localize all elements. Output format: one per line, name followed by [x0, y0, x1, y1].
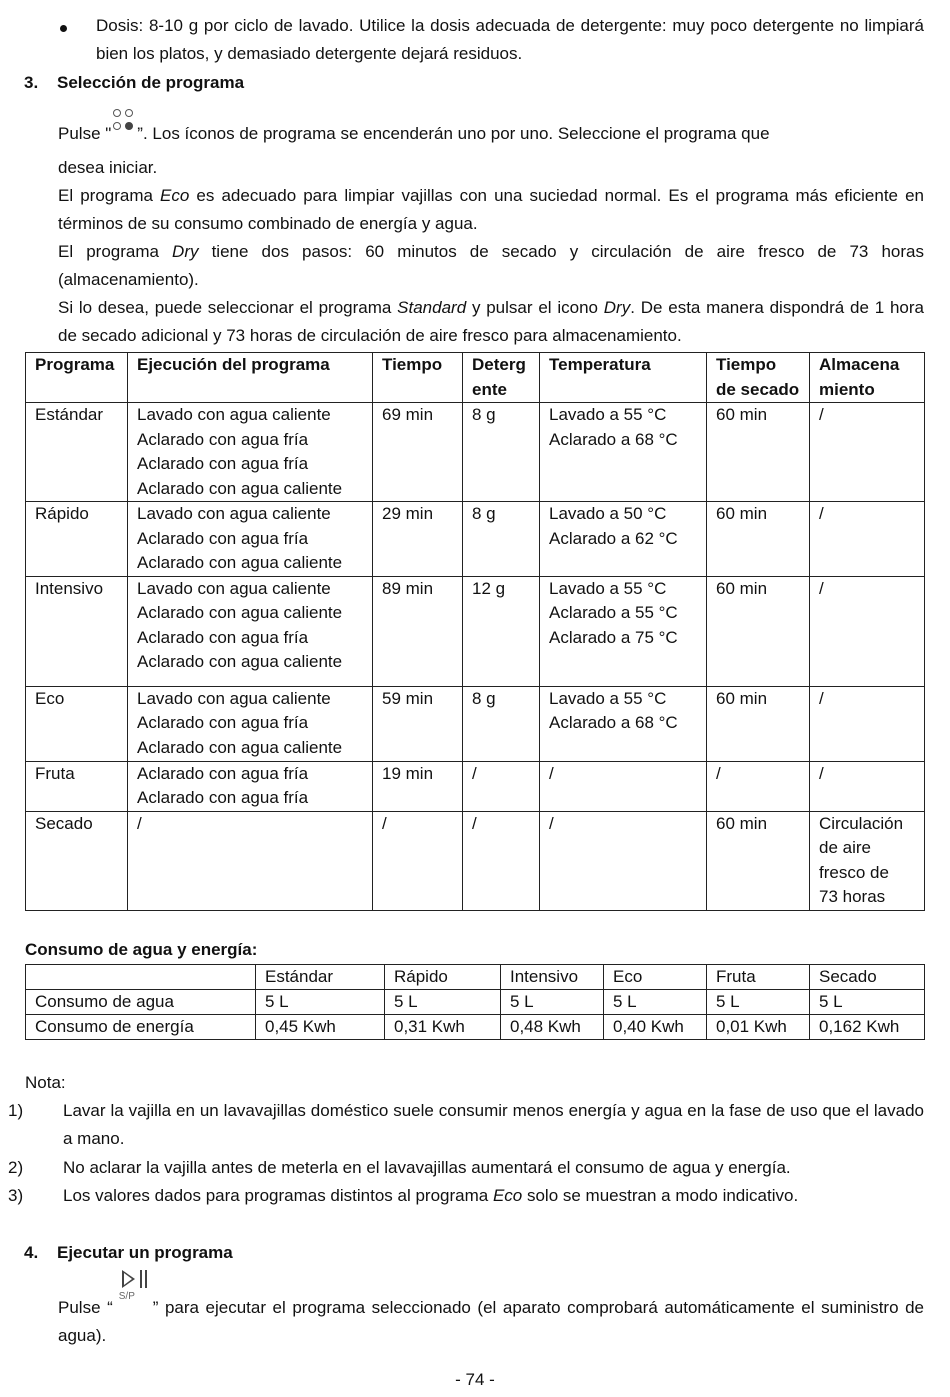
consumption-value: 0,45 Kwh [256, 1015, 385, 1040]
cell-line: Aclarado a 68 °C [549, 429, 678, 449]
cell-line: Aclarado con agua caliente [137, 652, 343, 671]
pulse-text-start: Pulse " [58, 124, 112, 143]
cell-line: / [819, 688, 824, 708]
program-cell-steps [128, 403, 373, 502]
program-table-header [26, 353, 925, 403]
consumption-header-cell: Fruta [707, 965, 810, 990]
cell-line: 73 horas [819, 887, 886, 906]
program-cell-storage [810, 686, 925, 761]
program-cell-time: 59 min [373, 686, 463, 761]
standard-description [58, 294, 924, 350]
cell-line: Aclarado con agua caliente [137, 603, 343, 622]
program-cell-program: Eco [26, 686, 128, 761]
note-2-number: 2) [8, 1158, 24, 1177]
std-text-1: Si lo desea, puede seleccionar el programa [58, 298, 398, 317]
cell-line: / [819, 578, 824, 598]
program-select-icon [111, 121, 137, 141]
cell-line: Lavado con agua caliente [137, 578, 331, 598]
cell-line: Aclarado a 75 °C [549, 627, 678, 647]
consumption-value: 5 L [810, 990, 925, 1015]
notes-title: Nota: [25, 1073, 66, 1092]
pulse-text-end: ”. Los íconos de programa se encenderán uno por uno. Seleccione el programa que [137, 124, 770, 143]
program-cell-detergent: 8 g [463, 502, 540, 577]
consumption-table [25, 964, 925, 1040]
cell-line: Aclarado a 55 °C [549, 603, 678, 622]
program-cell-drying-time: 60 min [707, 576, 810, 686]
program-row [26, 686, 925, 761]
eco-description [58, 182, 924, 238]
cell-line: / [819, 405, 824, 424]
cell-line: / [819, 763, 824, 783]
program-cell-detergent: / [463, 811, 540, 910]
cell-line: de aire [819, 838, 871, 857]
program-row [26, 403, 925, 502]
consumption-header-row [26, 965, 925, 990]
program-row [26, 761, 925, 811]
program-row [26, 502, 925, 577]
consumption-title: Consumo de agua y energía: [25, 940, 258, 959]
program-cell-steps [128, 576, 373, 686]
run-pulse-text-end: ” para ejecutar el programa seleccionado (el aparato comprobará automáticamente el suministro de agua). [58, 1298, 924, 1345]
bullet-dot-icon [60, 25, 67, 32]
program-cell-steps [128, 502, 373, 577]
program-cell-storage [810, 502, 925, 577]
section3-heading [24, 69, 245, 97]
program-cell-time: 19 min [373, 761, 463, 811]
select-program-continuation: desea iniciar. [58, 158, 158, 177]
program-cell-temperature [540, 811, 707, 910]
consumption-value: 5 L [707, 990, 810, 1015]
cell-line: Aclarado con agua fría [137, 788, 309, 807]
consumption-value: 0,162 Kwh [810, 1015, 925, 1040]
cell-line: Lavado a 55 °C [549, 405, 667, 424]
cell-line: fresco de [819, 862, 889, 882]
program-cell-program: Rápido [26, 502, 128, 577]
program-cell-time: 29 min [373, 502, 463, 577]
program-cell-time: 89 min [373, 576, 463, 686]
consumption-row-label: Consumo de energía [26, 1015, 256, 1040]
program-cell-program: Secado [26, 811, 128, 910]
cell-line: Aclarado con agua caliente [137, 737, 343, 757]
program-cell-detergent: 8 g [463, 686, 540, 761]
note-2-text: No aclarar la vajilla antes de meterla en el lavavajillas aumentará el consumo de agua y energía. [63, 1158, 791, 1177]
consumption-header-cell: Secado [810, 965, 925, 990]
cell-line: Lavado a 55 °C [549, 578, 667, 598]
program-cell-temperature [540, 576, 707, 686]
program-cell-program: Intensivo [26, 576, 128, 686]
cell-line: Circulación [819, 813, 904, 833]
run-program-instruction [58, 1291, 924, 1350]
cell-line: Aclarado con agua fría [137, 429, 309, 449]
cell-line: Aclarado con agua fría [137, 528, 309, 548]
program-cell-time: 69 min [373, 403, 463, 502]
section4-number: 4. [24, 1243, 39, 1262]
program-cell-program: Estándar [26, 403, 128, 502]
header-ejecucion: Ejecución del programa [128, 353, 373, 403]
start-pause-label: S/P [118, 1291, 135, 1302]
program-cell-drying-time: 60 min [707, 811, 810, 910]
cell-line: Lavado a 55 °C [549, 688, 667, 708]
note-1-number: 1) [8, 1101, 24, 1120]
eco-program-name: Eco [160, 186, 190, 205]
program-cell-drying-time: 60 min [707, 502, 810, 577]
cell-line: / [549, 813, 554, 833]
cell-line: Aclarado con agua fría [137, 454, 309, 473]
note-3-text-2: solo se muestran a modo indicativo. [522, 1186, 799, 1205]
consumption-value: 0,31 Kwh [385, 1015, 501, 1040]
program-cell-detergent: / [463, 761, 540, 811]
dry-icon-name: Dry [603, 298, 631, 317]
dry-description [58, 238, 924, 294]
select-program-instruction [58, 120, 924, 148]
program-cell-temperature [540, 686, 707, 761]
std-text-2: y pulsar el icono [466, 298, 604, 317]
page-number: - 74 - [455, 1370, 495, 1389]
header-detergente: Deterg ente [463, 353, 540, 403]
program-cell-temperature [540, 761, 707, 811]
cell-line: Aclarado con agua caliente [137, 478, 343, 498]
cell-line: Aclarado con agua fría [137, 763, 309, 783]
program-table [25, 352, 925, 911]
program-cell-storage [810, 761, 925, 811]
consumption-header-cell: Rápido [385, 965, 501, 990]
header-tiempo-secado: Tiempo de secado [707, 353, 810, 403]
program-cell-steps [128, 686, 373, 761]
consumption-header-cell: Intensivo [501, 965, 604, 990]
consumption-value: 5 L [256, 990, 385, 1015]
program-cell-time: / [373, 811, 463, 910]
eco-text-1: El programa [58, 186, 161, 205]
section3-number: 3. [24, 73, 39, 92]
consumption-value: 5 L [385, 990, 501, 1015]
run-pulse-text-start: Pulse “ [58, 1298, 113, 1317]
section4-heading [24, 1239, 233, 1267]
header-tiempo: Tiempo [373, 353, 463, 403]
program-cell-drying-time: 60 min [707, 686, 810, 761]
consumption-value: 0,01 Kwh [707, 1015, 810, 1040]
cell-line: Aclarado a 62 °C [549, 528, 678, 548]
program-cell-steps [128, 811, 373, 910]
note-1-text: Lavar la vajilla en un lavavajillas doméstico suele consumir menos energía y agua en la fase de uso que el lavado a mano. [63, 1101, 924, 1148]
program-row [26, 576, 925, 686]
program-cell-temperature [540, 403, 707, 502]
program-cell-detergent: 8 g [463, 403, 540, 502]
program-cell-temperature [540, 502, 707, 577]
program-cell-storage [810, 576, 925, 686]
note-3-text-1: Los valores dados para programas distintos al programa [63, 1186, 493, 1205]
dry-program-name: Dry [172, 242, 199, 261]
cell-line: Aclarado con agua fría [137, 627, 309, 647]
consumption-row [26, 990, 925, 1015]
cell-line: Lavado con agua caliente [137, 688, 331, 708]
consumption-value: 5 L [604, 990, 707, 1015]
dry-text-2: tiene dos pasos: 60 minutos de secado y circulación de aire fresco de 73 horas (almacenamiento). [58, 242, 924, 289]
program-cell-detergent: 12 g [463, 576, 540, 686]
consumption-value: 0,48 Kwh [501, 1015, 604, 1040]
program-cell-program: Fruta [26, 761, 128, 811]
note-3-number: 3) [8, 1186, 24, 1205]
header-programa: Programa [26, 353, 128, 403]
cell-line: Lavado con agua caliente [137, 504, 331, 523]
program-cell-storage [810, 811, 925, 910]
consumption-header-cell: Eco [604, 965, 707, 990]
header-almacenamiento: Almacena miento [810, 353, 925, 403]
cell-line: Lavado con agua caliente [137, 405, 331, 424]
consumption-row [26, 1015, 925, 1040]
eco-text-2: es adecuado para limpiar vajillas con una suciedad normal. Es el programa más eficiente en términos de su consumo combinado de energía y agua. [58, 186, 924, 233]
cell-line: / [137, 813, 142, 833]
standard-program-name: Standard [397, 298, 467, 317]
cell-line: Aclarado a 68 °C [549, 713, 678, 732]
dry-text-1: El programa [58, 242, 173, 261]
header-temperatura: Temperatura [540, 353, 707, 403]
cell-line: Lavado a 50 °C [549, 504, 667, 523]
consumption-header-cell: Estándar [256, 965, 385, 990]
program-cell-storage [810, 403, 925, 502]
section4-title: Ejecutar un programa [57, 1243, 233, 1262]
start-pause-icon [113, 1291, 153, 1322]
program-row [26, 811, 925, 910]
cell-line: / [819, 504, 824, 523]
program-cell-steps [128, 761, 373, 811]
consumption-value: 5 L [501, 990, 604, 1015]
note-3-eco: Eco [492, 1186, 523, 1205]
note-3-text [63, 1182, 924, 1210]
cell-line: / [549, 763, 554, 783]
cell-line: Aclarado con agua caliente [137, 553, 343, 572]
cell-line: Aclarado con agua fría [137, 713, 309, 732]
program-cell-drying-time: / [707, 761, 810, 811]
consumption-header-cell [26, 965, 256, 990]
std-text-3: . De esta manera dispondrá de 1 hora de secado adicional y 73 horas de circulación de aire fresco para almacenamiento. [58, 298, 925, 345]
program-cell-drying-time: 60 min [707, 403, 810, 502]
consumption-row-label: Consumo de agua [26, 990, 256, 1015]
section3-title: Selección de programa [57, 73, 245, 92]
dose-bullet-text: Dosis: 8-10 g por ciclo de lavado. Utilice la dosis adecuada de detergente: muy poco detergente no limpiará bien los platos, y demasiado detergente dejará residuos. [96, 16, 924, 63]
consumption-value: 0,40 Kwh [604, 1015, 707, 1040]
